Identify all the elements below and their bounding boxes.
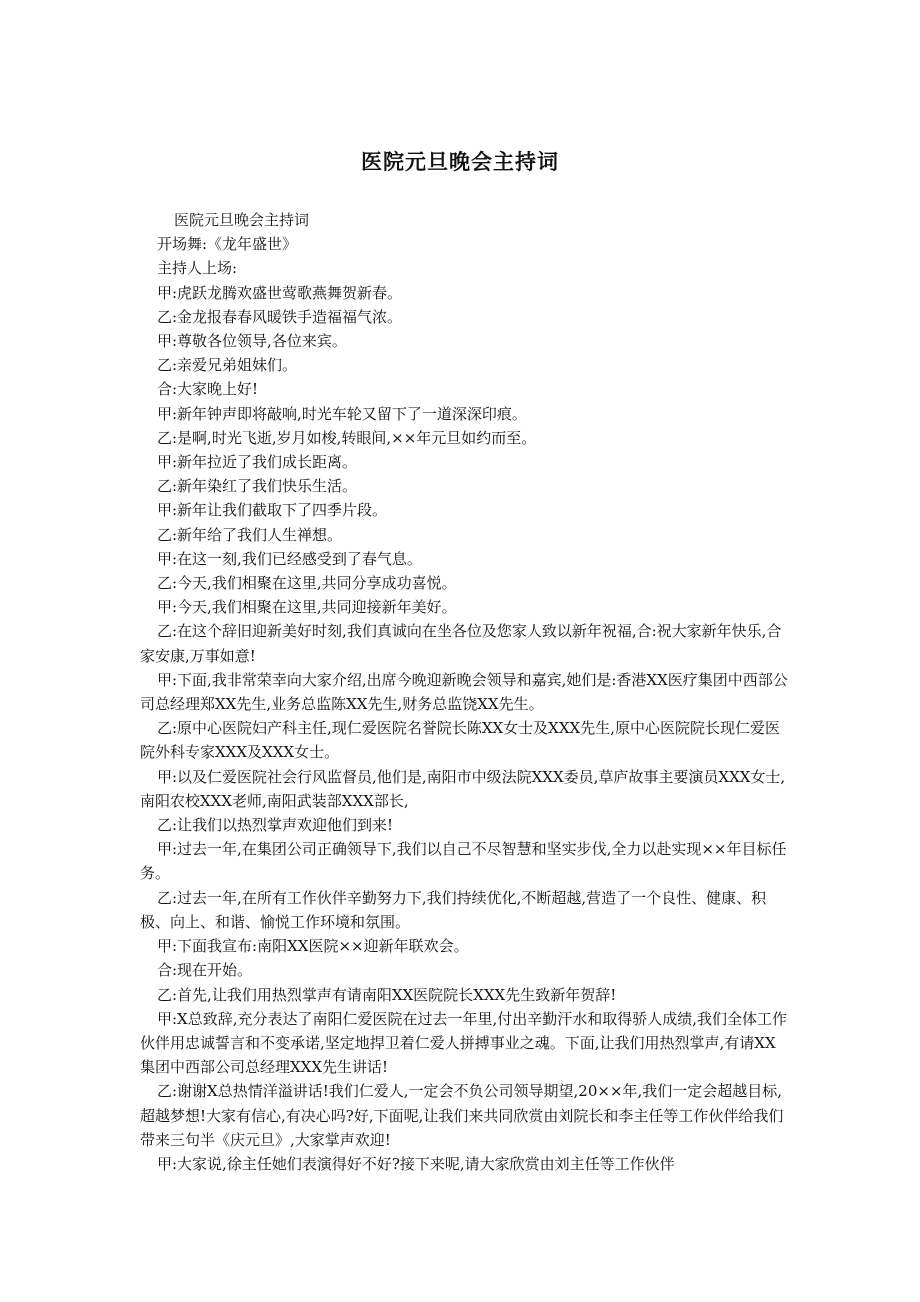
paragraph: 甲:X总致辞,充分表达了南阳仁爱医院在过去一年里,付出辛勤汗水和取得骄人成绩,我们全体工作伙伴用忠诚誓言和不变承诺,坚定地捍卫着仁爱人拼搏事业之魂。下面,让我们用热烈掌声,有请XX集团中西部公司总经理XXX先生讲话! [140, 1009, 788, 1077]
paragraph: 乙:过去一年,在所有工作伙伴辛勤努力下,我们持续优化,不断超越,营造了一个良性、健康、积极、向上、和谐、愉悦工作环境和氛围。 [140, 888, 767, 931]
paragraph: 乙:让我们以热烈掌声欢迎他们到来! [157, 816, 394, 835]
paragraph: 主持人上场: [157, 259, 238, 278]
document-body [140, 208, 788, 1176]
paragraph: 乙:亲爱兄弟姐妹们。 [157, 356, 298, 375]
paragraph: 甲:虎跃龙腾欢盛世莺歌燕舞贺新春。 [157, 283, 403, 302]
paragraph: 乙:在这个辞旧迎新美好时刻,我们真诚向在坐各位及您家人致以新年祝福,合:祝大家新年快乐,合家安康,万事如意! [140, 622, 782, 665]
paragraph: 甲:新年拉近了我们成长距离。 [157, 453, 358, 472]
paragraph: 乙:首先,让我们用热烈掌声有请南阳XX医院院长XXX先生致新年贺辞! [157, 985, 617, 1004]
document-subtitle: 医院元旦晚会主持词 [174, 211, 310, 229]
paragraph: 甲:过去一年,在集团公司正确领导下,我们以自己不尽智慧和坚实步伐,全力以赴实现××年目标任务。 [140, 840, 787, 883]
paragraph: 合:现在开始。 [157, 961, 253, 980]
paragraph: 甲:下面,我非常荣幸向大家介绍,出席今晚迎新晚会领导和嘉宾,她们是:香港XX医疗集团中西部公司总经理郑XX先生,业务总监陈XX先生,财务总监饶XX先生。 [140, 670, 788, 714]
paragraph: 乙:金龙报春春风暖铁手造福福气浓。 [157, 307, 403, 326]
paragraph: 乙:今天,我们相聚在这里,共同分享成功喜悦。 [157, 574, 457, 593]
paragraph: 甲:今天,我们相聚在这里,共同迎接新年美好。 [157, 598, 457, 617]
paragraph: 甲:在这一刻,我们已经感受到了春气息。 [157, 549, 422, 568]
paragraph: 乙:新年给了我们人生禅想。 [157, 525, 343, 544]
paragraph: 甲:以及仁爱医院社会行风监督员,他们是,南阳市中级法院XXX委员,草庐故事主要演员XXX女士,南阳农校XXX老师,南阳武装部XXX部长, [140, 767, 786, 810]
paragraph: 乙:谢谢X总热情洋溢讲话!我们仁爱人,一定会不负公司领导期望,20××年,我们一定会超越目标,超越梦想!大家有信心,有决心吗?好,下面呢,让我们来共同欣赏由刘院长和李主任等工作伙伴给我们带来三句半《庆元旦》,大家掌声欢迎! [140, 1082, 784, 1149]
paragraph: 乙:是啊,时光飞逝,岁月如梭,转眼间,××年元旦如约而至。 [157, 428, 537, 447]
paragraph: 甲:尊敬各位领导,各位来宾。 [157, 332, 347, 351]
paragraph: 乙:新年染红了我们快乐生活。 [157, 477, 358, 496]
paragraph: 甲:大家说,徐主任她们表演得好不好?接下来呢,请大家欣赏由刘主任等工作伙伴 [157, 1154, 675, 1173]
paragraph: 合:大家晚上好! [157, 380, 259, 399]
document-title: 医院元旦晚会主持词 [361, 149, 559, 174]
paragraph: 开场舞:《龙年盛世》 [157, 235, 298, 254]
paragraph: 乙:原中心医院妇产科主任,现仁爱医院名誉院长陈XX女士及XXX先生,原中心医院院长现仁爱医院外科专家XXX及XXX女士。 [140, 719, 780, 762]
paragraph: 甲:新年让我们截取下了四季片段。 [157, 501, 388, 520]
paragraph: 甲:新年钟声即将敲响,时光车轮又留下了一道深深印痕。 [157, 404, 527, 423]
paragraph: 甲:下面我宣布:南阳XX医院××迎新年联欢会。 [157, 937, 469, 956]
